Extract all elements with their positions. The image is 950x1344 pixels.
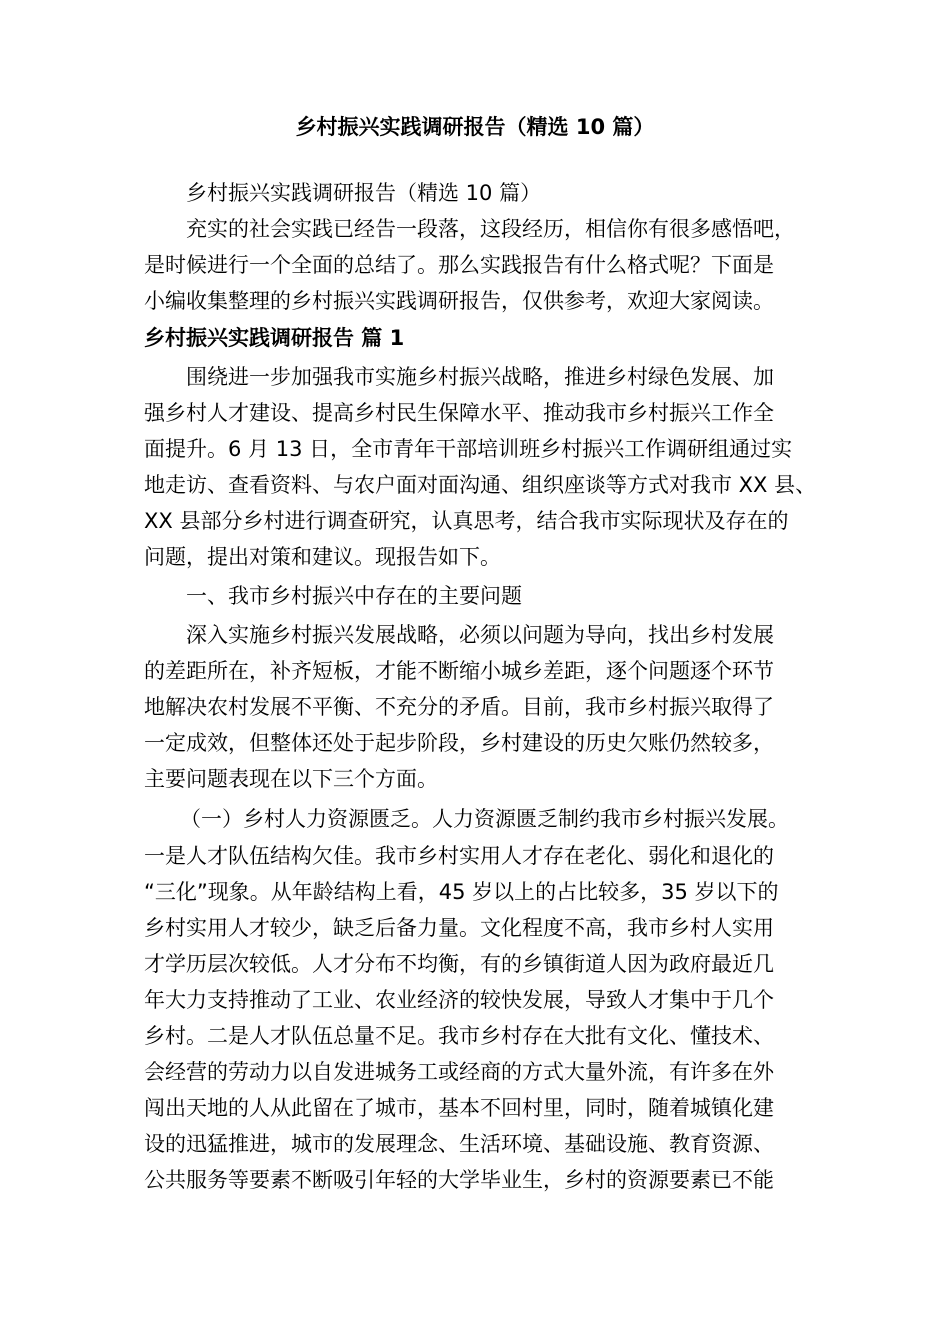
- body-line: （一）乡村人力资源匮乏。人力资源匮乏制约我市乡村振兴发展。: [180, 807, 789, 831]
- body-line: 围绕进一步加强我市实施乡村振兴战略，推进乡村绿色发展、加: [186, 365, 774, 389]
- intro-line: 是时候进行一个全面的总结了。那么实践报告有什么格式呢？下面是: [144, 253, 774, 277]
- body-line: 才学历层次较低。人才分布不均衡，有的乡镇街道人因为政府最近几: [144, 952, 774, 976]
- body-line: 深入实施乡村振兴发展战略，必须以问题为导向，找出乡村发展: [186, 623, 774, 647]
- intro-line: 充实的社会实践已经告一段落，这段经历，相信你有很多感悟吧，: [186, 217, 795, 241]
- body-line: 主要问题表现在以下三个方面。: [144, 767, 438, 791]
- body-line: 一定成效，但整体还处于起步阶段，乡村建设的历史欠账仍然较多，: [144, 731, 774, 755]
- body-line: XX 县部分乡村进行调查研究，认真思考，结合我市实际现状及存在的: [144, 509, 789, 533]
- intro-line: 小编收集整理的乡村振兴实践调研报告，仅供参考，欢迎大家阅读。: [144, 289, 774, 313]
- body-line: 乡村。二是人才队伍总量不足。我市乡村存在大批有文化、懂技术、: [144, 1024, 774, 1048]
- body-line: 强乡村人才建设、提高乡村民生保障水平、推动我市乡村振兴工作全: [144, 401, 774, 425]
- document-title: 乡村振兴实践调研报告（精选 10 篇）: [295, 115, 655, 139]
- body-line: 年大力支持推动了工业、农业经济的较快发展，导致人才集中于几个: [144, 988, 774, 1012]
- subsection-heading: 一、我市乡村振兴中存在的主要问题: [186, 584, 522, 608]
- body-line: 公共服务等要素不断吸引年轻的大学毕业生，乡村的资源要素已不能: [144, 1168, 774, 1192]
- body-line: 会经营的劳动力以自发进城务工或经商的方式大量外流，有许多在外: [144, 1060, 774, 1084]
- body-line: 地走访、查看资料、与农户面对面沟通、组织座谈等方式对我市 XX 县、: [144, 473, 817, 497]
- body-line: 乡村实用人才较少，缺乏后备力量。文化程度不高，我市乡村人实用: [144, 916, 774, 940]
- body-line: 的差距所在，补齐短板，才能不断缩小城乡差距，逐个问题逐个环节: [144, 659, 774, 683]
- body-line: 闯出天地的人从此留在了城市，基本不回村里，同时，随着城镇化建: [144, 1096, 774, 1120]
- section-heading: 乡村振兴实践调研报告 篇 1: [144, 326, 405, 350]
- body-line: 面提升。6 月 13 日，全市青年干部培训班乡村振兴工作调研组通过实: [144, 437, 793, 461]
- body-line: 设的迅猛推进，城市的发展理念、生活环境、基础设施、教育资源、: [144, 1132, 774, 1156]
- body-line: “三化”现象。从年龄结构上看，45 岁以上的占比较多，35 岁以下的: [144, 880, 779, 904]
- body-line: 问题，提出对策和建议。现报告如下。: [144, 545, 501, 569]
- body-line: 一是人才队伍结构欠佳。我市乡村实用人才存在老化、弱化和退化的: [144, 844, 774, 868]
- body-line: 地解决农村发展不平衡、不充分的矛盾。目前，我市乡村振兴取得了: [144, 695, 774, 719]
- subtitle-line: 乡村振兴实践调研报告（精选 10 篇）: [186, 181, 542, 205]
